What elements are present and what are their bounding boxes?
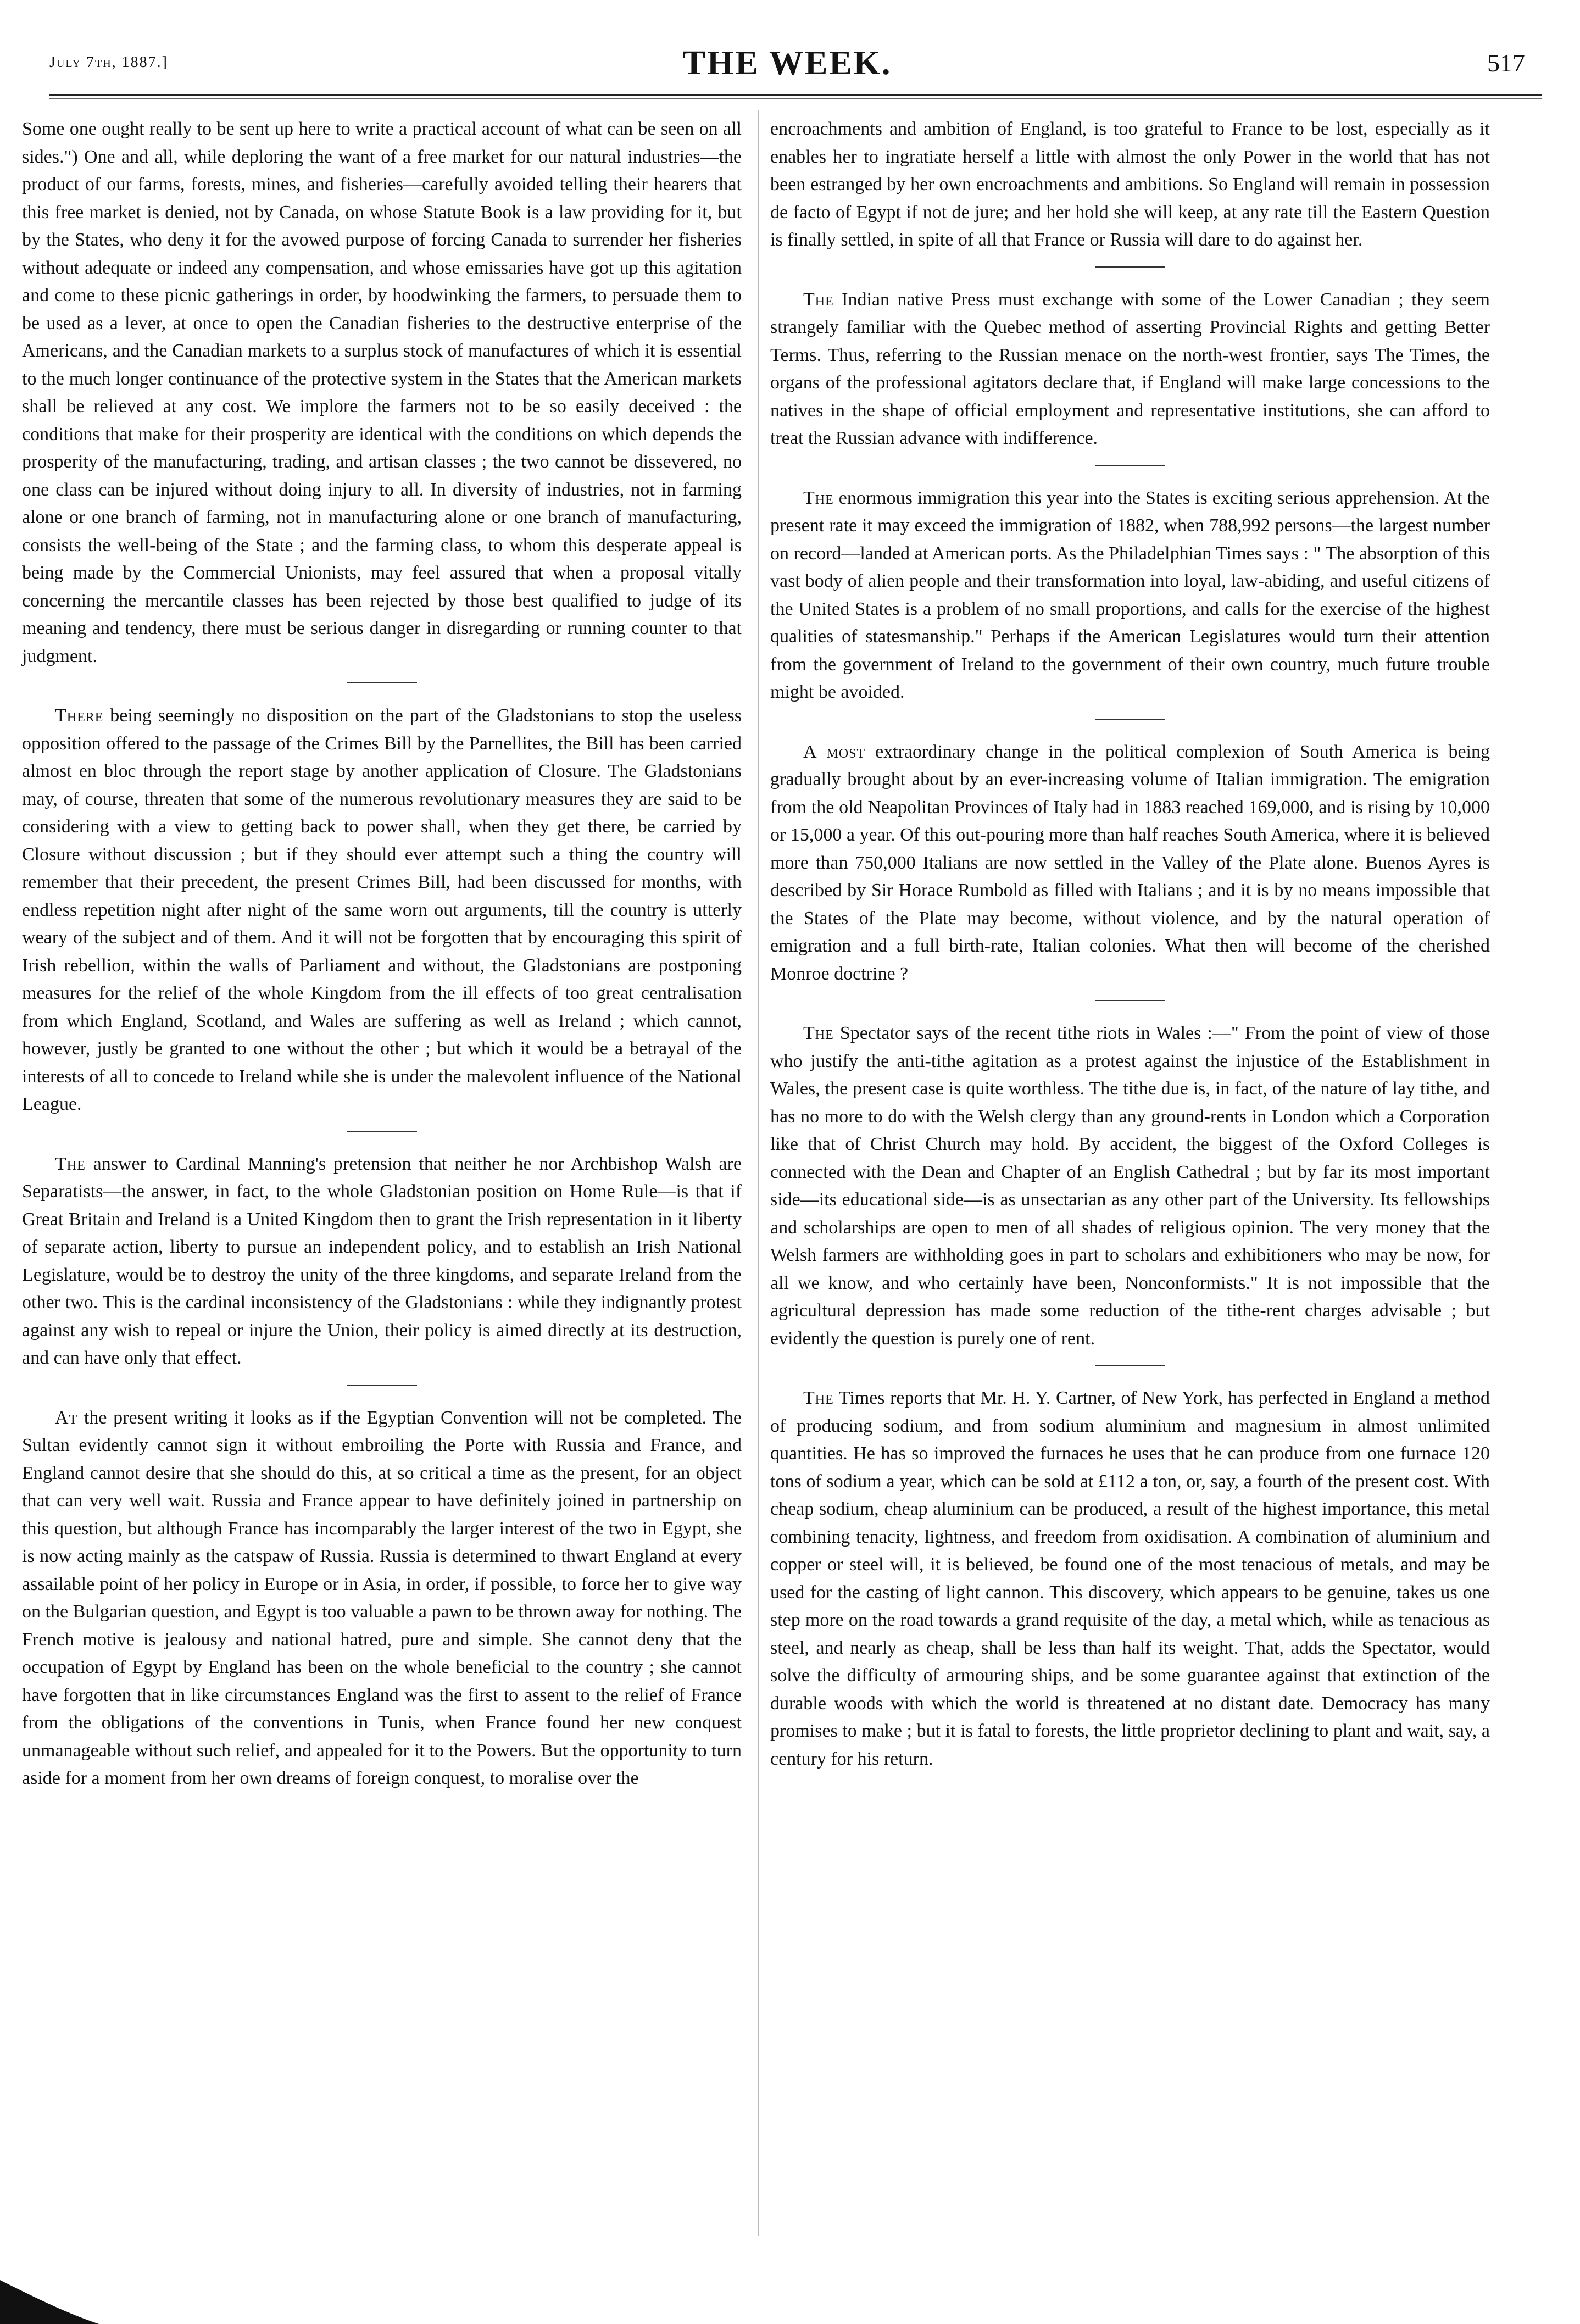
section-divider xyxy=(1095,266,1165,268)
paragraph-lead: The xyxy=(803,1023,834,1043)
article-paragraph xyxy=(770,286,1490,453)
paragraph-text: answer to Cardinal Manning's pretension that neither he nor Archbishop Walsh are Separatists—the answer, in fact, to the whole Gladstonian position on Home Rule—is that if Great Britain and Ireland is a United Kingdom then to grant the Irish representation in it liberty of separate action, liberty to pursue an independent policy, and to establish an Irish National Legislature, would be to destroy the unity of the three kingdoms, and separate Ireland from the other two. This is the cardinal inconsistency of the Gladstonians : while they indignantly protest against any wish to repeal or injure the Union, their policy is aimed directly at its destruction, and can have only that effect. xyxy=(22,1153,742,1368)
paragraph-text: Spectator says of the recent tithe riots in Wales :—" From the point of view of those who justify the anti-tithe agitation as a protest against the injustice of the Establishment in Wales, the present case is quite worthless. The tithe due is, in fact, of the nature of lay tithe, and has no more to do with the Welsh clergy than any ground-rents in London which a Corporation like that of Christ Church may hold. By accident, the biggest of the Oxford Colleges is connected with the Dean and Chapter of an English Cathedral ; but by far its most important side—its educational side—is as unsectarian as any other part of the University. Its fellowships and scholarships are open to men of all shades of religious opinion. The very money that the Welsh farmers are withholding goes in part to scholars and exhibitioners who may be now, for all we know, and who certainly have been, Nonconformists." It is not impossible that the agricultural depression has made some reduction of the tithe-rent charges advisable ; but evidently the question is purely one of rent. xyxy=(770,1023,1490,1349)
section-divider xyxy=(1095,1000,1165,1001)
section-divider xyxy=(1095,465,1165,466)
column-divider xyxy=(758,110,759,2236)
paragraph-lead: The xyxy=(803,1388,834,1408)
publication-title: THE WEEK. xyxy=(682,45,892,82)
article-paragraph xyxy=(770,115,1490,254)
section-divider xyxy=(1095,719,1165,720)
paragraph-text: extraordinary change in the political complexion of South America is being gradually brought about by an ever-increasing volume of Italian immigration. The emigration from the old Neapolitan Provinces of Italy had in 1883 reached 169,000, and is rising by 10,000 or 15,000 a year. Of this out-pouring more than half reaches South America, where it is believed more than 750,000 Italians are now settled in the Valley of the Plate alone. Buenos Ayres is described by Sir Horace Rumbold as filled with Italians ; and it is by no means impossible that the States of the Plate may become, without violence, and by the natural operation of emigration and a full birth-rate, Italian colonies. What then will become of the cherished Monroe doctrine ? xyxy=(770,741,1490,984)
paragraph-lead: The xyxy=(803,487,834,508)
paragraph-text: encroachments and ambition of England, is too grateful to France to be lost, especially as it enables her to ingratiate herself a little with almost the only Power in the world that has not been estranged by her own encroachments and ambitions. So England will remain in possession de facto of Egypt if not de jure; and her hold she will keep, at any rate till the Eastern Question is finally settled, in spite of all that France or Russia will dare to do against her. xyxy=(770,119,1490,250)
paragraph-text: being seemingly no disposition on the part of the Gladstonians to stop the useless opposition offered to the passage of the Crimes Bill by the Parnellites, the Bill has been carried almost en bloc through the report stage by another application of Closure. The Gladstonians may, of course, threaten that some of the numerous revolutionary measures they are said to be considering with a view to getting back to power shall, when they get there, be carried by Closure without discussion ; but if they should ever attempt such a thing the country will remember that their precedent, the present Crimes Bill, had been discussed for months, with endless repetition night after night of the same worn out arguments, till the country is utterly weary of the subject and of them. And it will not be forgotten that by encouraging this spirit of Irish rebellion, within the walls of Parliament and without, the Gladstonians are postponing measures for the relief of the whole Kingdom from the ill effects of too great centralisation from which England, Scotland, and Wales are suffering as well as Ireland ; which cannot, however, justly be granted to one without the other ; but which it would be a betrayal of the interests of all to concede to Ireland while she is under the malevolent influence of the National League. xyxy=(22,705,742,1114)
paragraph-lead: At xyxy=(55,1407,78,1428)
paragraph-text: Indian native Press must exchange with some of the Lower Canadian ; they seem strangely familiar with the Quebec method of asserting Provincial Rights and getting Better Terms. Thus, referring to the Russian menace on the north-west frontier, says The Times, the organs of the professional agitators declare that, if England will make large concessions to the natives in the shape of official employment and representative institutions, she can afford to treat the Russian advance with indifference. xyxy=(770,289,1490,448)
article-paragraph xyxy=(22,1150,742,1372)
paragraph-text: enormous immigration this year into the States is exciting serious apprehension. At the present rate it may exceed the immigration of 1882, when 788,992 persons—the largest number on record—landed at American ports. As the Philadelphian Times says : " The absorption of this vast body of alien people and their transformation into loyal, law-abiding, and useful citizens of the United States is a problem of no small proportions, and calls for the exercise of the highest qualities of statesmanship." Perhaps if the American Legislatures would turn their attention from the government of Ireland to the government of their own country, much future trouble might be avoided. xyxy=(770,487,1490,702)
article-paragraph xyxy=(22,115,742,670)
article-paragraph xyxy=(770,1020,1490,1353)
section-divider xyxy=(347,1131,417,1132)
page-number: 517 xyxy=(1487,49,1525,77)
header-rule xyxy=(49,94,1542,99)
paragraph-lead: The xyxy=(803,289,834,310)
article-paragraph xyxy=(770,485,1490,707)
paragraph-lead: There xyxy=(55,705,104,726)
paragraph-text: the present writing it looks as if the Egyptian Convention will not be completed. The Sultan evidently cannot sign it without embroiling the Porte with Russia and France, and England cannot desire that she should do this, at so critical a time as the present, for an object that can very well wait. Russia and France appear to have definitely joined in partnership on this question, but although France has incomparably the larger interest of the two in Egypt, she is now acting mainly as the catspaw of Russia. Russia is determined to thwart England at every assailable point of her policy in Europe or in Asia, in order, if possible, to force her to give way on the Bulgarian question, and Egypt is too valuable a pawn to be thrown away for nothing. The French motive is jealousy and national hatred, pure and simple. She cannot deny that the occupation of Egypt by England has been on the whole beneficial to the country ; she cannot have forgotten that in like circumstances England was the first to assent to the relief of France from the obligations of the conventions in Tunis, when France found her new conquest unmanageable without such relief, and appealed for it to the Powers. But the opportunity to turn aside for a moment from her own dreams of foreign conquest, to moralise over the xyxy=(22,1407,742,1788)
paragraph-text: Times reports that Mr. H. Y. Cartner, of New York, has perfected in England a method of producing sodium, and from sodium aluminium and magnesium in almost unlimited quantities. He has so improved the furnaces he uses that he can produce from one furnace 120 tons of sodium a year, which can be sold at £112 a ton, or, say, a fourth of the present cost. With cheap sodium, cheap aluminium can be produced, a result of the highest importance, this metal combining tenacity, lightness, and freedom from oxidisation. A combination of aluminium and copper or steel will, it is believed, be found one of the most tenacious of metals, and may be used for the casting of light cannon. This discovery, which appears to be genuine, takes us one step more on the road towards a grand requisite of the day, a metal which, while as tenacious as steel, and nearly as cheap, shall be less than half its weight. That, adds the Spectator, would solve the difficulty of armouring ships, and be some guarantee against that extinction of the durable woods with which the world is threatened at no distant date. Democracy has many promises to make ; but it is fatal to forests, the little proprietor declining to plant and wait, say, a century for his return. xyxy=(770,1388,1490,1769)
page-header xyxy=(49,44,1525,88)
article-paragraph xyxy=(770,1385,1490,1773)
paragraph-text: Some one ought really to be sent up here to write a practical account of what can be seen on all sides.") One and all, while deploring the want of a free market for our natural industries—the product of our farms, forests, mines, and fisheries—carefully avoided telling their hearers that this free market is denied, not by Canada, on whose Statute Book is a law providing for it, but by the States, who deny it for the avowed purpose of forcing Canada to surrender her fisheries without adequate or indeed any compensation, and whose emissaries have got up this agitation and come to these picnic gatherings in order, by hoodwinking the farmers, to persuade them to be used as a lever, at once to open the Canadian fisheries to the destructive enterprise of the Americans, and the Canadian markets to a surplus stock of manufactures of which it is essential to the much longer continuance of the protective system in the States that the American markets shall be relieved at any cost. We implore the farmers not to be so easily deceived : the conditions that make for their prosperity are identical with the conditions on which depends the prosperity of the manufacturing, trading, and artisan classes ; the two cannot be dissevered, no one class can be injured without doing injury to all. In diversity of industries, not in farming alone or one branch of farming, not in manufacturing alone or one branch of manufacturing, consists the well-being of the State ; and the farming class, to whom this desperate appeal is being made by the Commercial Unionists, may feel assured that when a proposal vitally concerning the mercantile classes has been rejected by those best qualified to judge of its meaning and tendency, there must be serious danger in disregarding or running counter to that judgment. xyxy=(22,119,742,666)
page-edge-shadow xyxy=(0,2275,99,2324)
section-divider xyxy=(347,682,417,683)
article-paragraph xyxy=(22,1404,742,1793)
article-paragraph xyxy=(770,738,1490,988)
article-paragraph xyxy=(22,702,742,1119)
paragraph-lead: The xyxy=(55,1153,86,1174)
left-column xyxy=(22,115,742,1793)
paragraph-lead: A most xyxy=(803,741,866,762)
issue-date: July 7th, 1887.] xyxy=(49,54,168,71)
right-column xyxy=(770,115,1490,1773)
section-divider xyxy=(347,1385,417,1386)
section-divider xyxy=(1095,1365,1165,1366)
